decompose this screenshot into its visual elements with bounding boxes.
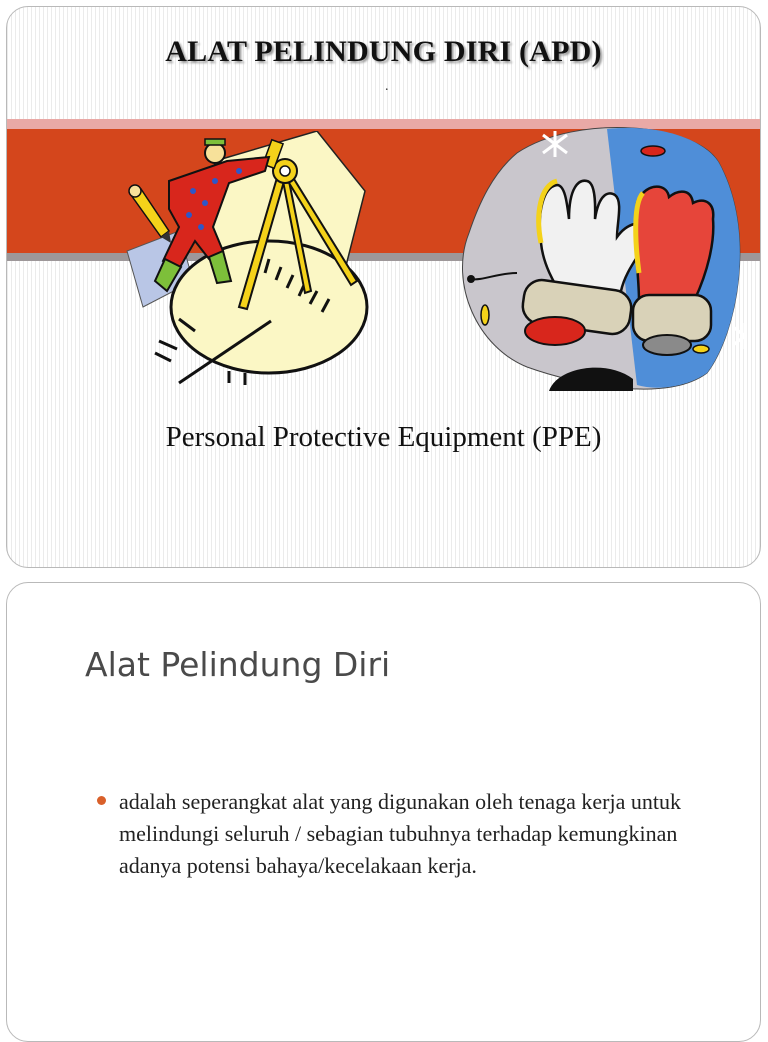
bullet-text: adalah seperangkat alat yang digunakan oleh tenaga kerja untuk melindungi seluruh / sebagian tubuhnya terhadap kemungkinan adanya potensi bahaya/kecelakaan kerja. — [119, 789, 681, 878]
gloves-illustration — [457, 123, 747, 391]
slide-subtitle: Personal Protective Equipment (PPE) — [165, 421, 602, 453]
title-dot: . — [385, 79, 389, 94]
slide-1 — [6, 6, 761, 568]
bullet-list — [97, 786, 697, 882]
surveyor-illustration — [119, 131, 379, 387]
bullet-icon — [97, 796, 106, 805]
slide-title: ALAT PELINDUNG DIRI (APD) — [165, 35, 602, 68]
list-item — [97, 786, 697, 882]
slide-heading: Alat Pelindung Diri — [85, 645, 391, 684]
slide-2 — [6, 582, 761, 1042]
